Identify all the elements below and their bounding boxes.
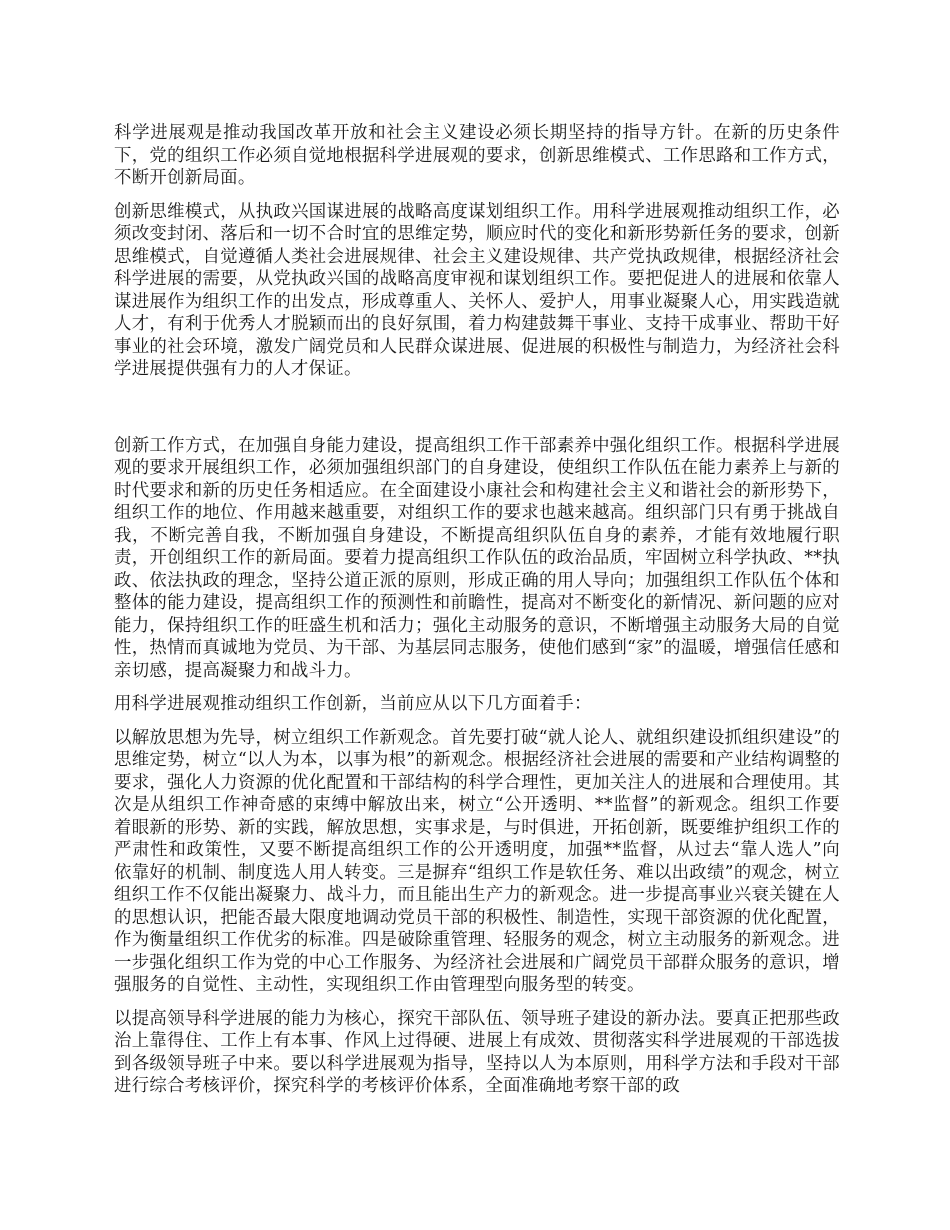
document-body <box>114 122 840 1109</box>
paragraph-work-method: 创新工作方式，在加强自身能力建设，提高组织工作干部素养中强化组织工作。根据科学进展观的要求开展组织工作，必须加强组织部门的自身建设，使组织工作队伍在能力素养上与新的时代要求和新的历史任务相适应。在全面建设小康社会和构建社会主义和谐社会的新形势下，组织工作的地位、作用越来越重要，对组织工作的要求也越来越高。组织部门只有勇于挑战自我，不断完善自我，不断加强自身建设，不断提高组织队伍自身的素养，才能有效地履行职责，开创组织工作的新局面。要着力提高组织工作队伍的政治品质，牢固树立科学执政、**执政、依法执政的理念，坚持公道正派的原则，形成正确的用人导向；加强组织工作队伍个体和整体的能力建设，提高组织工作的预测性和前瞻性，提高对不断变化的新情况、新问题的应对能力，保持组织工作的旺盛生机和活力；强化主动服务的意识，不断增强主动服务大局的自觉性，热情而真诚地为党员、为干部、为基层同志服务，使他们感到“家”的温暖，增强信任感和亲切感，提高凝聚力和战斗力。 <box>114 435 841 681</box>
paragraph-measures-lead: 用科学进展观推动组织工作创新，当前应从以下几方面着手： <box>114 694 592 714</box>
paragraph-thinking-mode: 创新思维模式，从执政兴国谋进展的战略高度谋划组织工作。用科学进展观推动组织工作，必须改变封闭、落后和一切不合时宜的思维定势，顺应时代的变化和新形势新任务的要求，创新思维模式，自觉遵循人类社会进展规律、社会主义建设规律、共产党执政规律，根据经济社会科学进展的需要，从党执政兴国的战略高度审视和谋划组织工作。要把促进人的进展和依靠人谋进展作为组织工作的出发点，形成尊重人、关怀人、爱护人，用事业凝聚人心，用实践造就人才，有利于优秀人才脱颖而出的良好氛围，着力构建鼓舞干事业、支持干成事业、帮助干好事业的社会环境，激发广阔党员和人民群众谋进展、促进展的积极性与制造力，为经济社会科学进展提供强有力的人才保证。 <box>114 201 840 379</box>
paragraph-leadership-capacity: 以提高领导科学进展的能力为核心，探究干部队伍、领导班子建设的新办法。要真正把那些政治上靠得住、工作上有本事、作风上过得硬、进展上有成效、贯彻落实科学进展观的干部选拔到各级领导班子中来。要以科学进展观为指导，坚持以人为本原则，用科学方法和手段对干部进行综合考核评价，探究科学的考核评价体系，全面准确地考察干部的政 <box>114 1008 840 1096</box>
paragraph-intro: 科学进展观是推动我国改革开放和社会主义建设必须长期坚持的指导方针。在新的历史条件下，党的组织工作必须自觉地根据科学进展观的要求，创新思维模式、工作思路和工作方式，不断开创新局面。 <box>114 123 840 188</box>
paragraph-new-concepts: 以解放思想为先导，树立组织工作新观念。首先要打破“就人论人、就组织建设抓组织建设”的思维定势，树立“以人为本，以事为根”的新观念。根据经济社会进展的需要和产业结构调整的要求，强化人力资源的优化配置和干部结构的科学合理性，更加关注人的进展和合理使用。其次是从组织工作神奇感的束缚中解放出来，树立“公开透明、**监督”的新观念。组织工作要着眼新的形势、新的实践，解放思想，实事求是，与时俱进，开拓创新，既要维护组织工作的严肃性和政策性，又要不断提高组织工作的公开透明度，加强**监督，从过去“靠人选人”向依靠好的机制、制度选人用人转变。三是摒弃“组织工作是软任务、难以出政绩”的观念，树立组织工作不仅能出凝聚力、战斗力，而且能出生产力的新观念。进一步提高事业兴衰关键在人的思想认识，把能否最大限度地调动党员干部的积极性、制造性，实现干部资源的优化配置，作为衡量组织工作优劣的标准。四是破除重管理、轻服务的观念，树立主动服务的新观念。进一步强化组织工作为党的中心工作服务、为经济社会进展和广阔党员干部群众服务的意识，增强服务的自觉性、主动性，实现组织工作由管理型向服务型的转变。 <box>114 727 841 995</box>
